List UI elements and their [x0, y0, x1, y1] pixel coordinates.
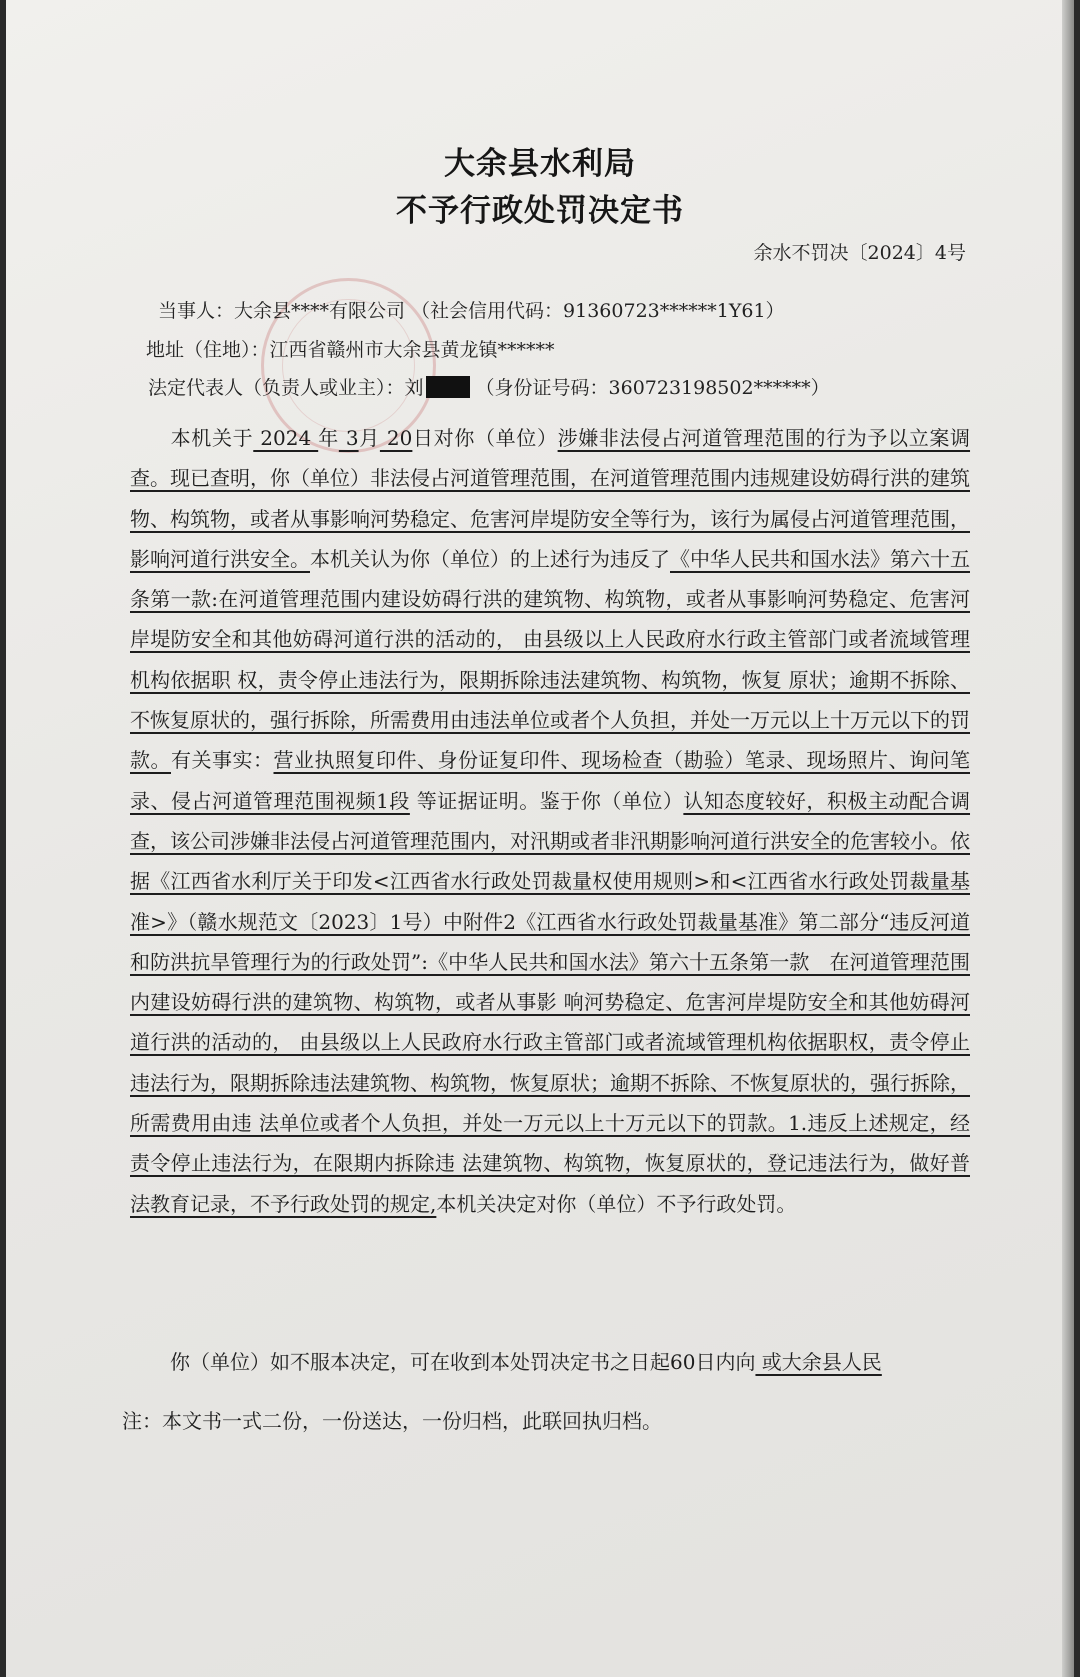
document-page — [6, 0, 1074, 1677]
document-note: 注：本文书一式二份，一份送达，一份归档，此联回执归档。 — [122, 1409, 662, 1433]
body-text-e: 本机关认为你（单位）的上述行为违反了 — [310, 546, 670, 571]
mitigation-reason: 认知态度较好，积极主动配合调查，该公司涉嫌非法侵占河道管理范围内，对汛期或者非汛期影响河道行洪安全的危害较小。依据《江西省水利厅关于印发<江西省水行政处罚裁量权使用规则>和<江西省水行政处罚裁量基准>》（赣水规范文〔2023〕1号）中附件2《江西省水行政处罚裁量基准》第二部分“违反河道和防洪抗旱管理行为的行政处罚”:《中华人民共和国水法》第六十五条第一款 在河道管理范围内建设妨碍行洪的建筑物、构筑物，或者从事影 响河势稳定、危害河岸堤防安全和其他妨碍河道行洪的活动的， 由县级以上人民政府水行政主管部门或者流域管理机构依据职权，责令停止违法行为，限期拆除违法建筑物、构筑物，恢复原状；逾期不拆除、不恢复原状的，强行拆除，所需费用由违 法单位或者个人负担，并处一万元以上十万元以下的罚款。1.违反上述规定，经责令停止违法行为，在限期内拆除违 法建筑物、构筑物，恢复原状的，登记违法行为，做好普法教育记录，不予行政处罚的规定, — [130, 788, 971, 1216]
violation-description: 涉嫌非法侵占河道管理范围的行为予以立案调查。现已查明，你（单位）非法侵占河道管理范围，在河道管理范围内违规建设妨碍行洪的建筑物、构筑物，或者从事影响河势稳定、危害河岸堤防安全等行为，该行为属侵占河道管理范围，影响河道行洪安全。 — [130, 426, 971, 571]
issuer-title: 大余县水利局 — [444, 146, 636, 182]
evidence-list: 营业执照复印件、身份证复印件、现场检查（勘验）笔录、现场照片、询问笔录、侵占河道管理范围视频1段 — [130, 748, 970, 813]
legal-rep-prefix: 法定代表人（负责人或业主）：刘 — [148, 377, 424, 399]
redaction-mark — [426, 376, 470, 398]
decision-body — [130, 418, 970, 1224]
appeal-authority: 或大余县人民 — [755, 1350, 882, 1374]
document-title: 不予行政处罚决定书 — [396, 193, 684, 229]
page-edge-shadow — [1062, 0, 1074, 1677]
body-text-d: 日对你（单位） — [412, 426, 558, 450]
date-year: 2024 — [253, 426, 319, 450]
party-field: 当事人：大余县****有限公司 （社会信用代码：91360723******1Y61） — [158, 300, 785, 322]
body-text-a: 本机关于 — [170, 426, 254, 450]
appeal-text: 你（单位）如不服本决定，可在收到本处罚决定书之日起60日内向 — [170, 1350, 756, 1374]
date-month: 3 — [338, 426, 359, 450]
legal-rep-field — [148, 373, 830, 400]
decision-statement: 本机关决定对你（单位）不予行政处罚。 — [436, 1191, 797, 1216]
appeal-paragraph — [130, 1346, 975, 1375]
legal-rep-suffix: （身份证号码：360723198502******） — [475, 377, 830, 399]
address-field: 地址（住地）：江西省赣州市大余县黄龙镇****** — [146, 339, 555, 361]
date-day: 20 — [379, 426, 413, 450]
body-text-b: 年 — [318, 426, 339, 450]
legal-basis: 《中华人民共和国水法》第六十五条第一款:在河道管理范围内建设妨碍行洪的建筑物、构筑物，或者从事影响河势稳定、危害河岸堤防安全和其他妨碍河道行洪的活动的， 由县级以上人民政府水行政主管部门或者流域管理机构依据职 权，责令停止违法行为，限期拆除违法建筑物、构筑物，恢复 原状；逾期不拆除、不恢复原状的，强行拆除，所需费用由违法单位或者个人负担，并处一万元以上十万元以下的罚款。 — [130, 546, 970, 773]
body-text-c: 月 — [358, 426, 380, 450]
body-text-g: 等证据证明。鉴于你（单位） — [409, 788, 684, 813]
body-text-f: 有关事实： — [171, 748, 274, 773]
document-number: 余水不罚决〔2024〕4号 — [753, 242, 966, 264]
